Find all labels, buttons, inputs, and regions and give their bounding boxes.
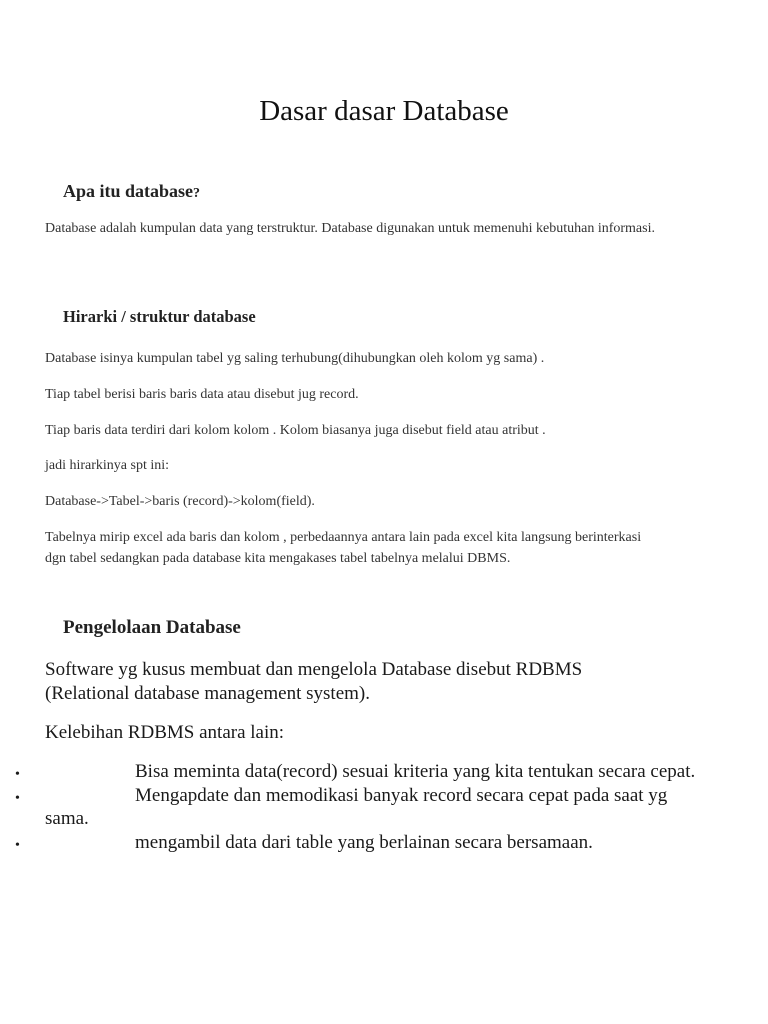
bullet-list: [0, 760, 700, 854]
list-item-text: Bisa meminta data(record) sesuai kriteria yang kita tentukan secara cepat.: [135, 761, 696, 782]
section-heading-text: Apa itu database: [63, 181, 194, 201]
paragraph-hirarki-2: Tiap tabel berisi baris baris data atau disebut jug record.: [45, 387, 359, 402]
paragraph-hirarki-6: Tabelnya mirip excel ada baris dan kolom , perbedaannya antara lain pada excel kita langsung berinterkasi dgn tabel sedangkan pada database kita mengakases tabel tabelnya melalui DBMS.: [45, 530, 642, 566]
section-heading-question-mark: ?: [193, 186, 201, 201]
bullet-icon: •: [15, 767, 20, 782]
list-item: [0, 760, 700, 784]
page-title: Dasar dasar Database: [259, 95, 509, 127]
paragraph-hirarki-5: Database->Tabel->baris (record)->kolom(field).: [45, 494, 315, 509]
paragraph-hirarki-4: jadi hirarkinya spt ini:: [45, 458, 170, 473]
list-item: [0, 831, 700, 855]
list-item: [0, 784, 700, 831]
list-item-text: mengambil data dari table yang berlainan secara bersamaan.: [135, 831, 593, 853]
paragraph-hirarki-1: Database isinya kumpulan tabel yg saling terhubung(dihubungkan oleh kolom yg sama) .: [45, 351, 545, 366]
paragraph-hirarki-3: Tiap baris data terdiri dari kolom kolom . Kolom biasanya juga disebut field atau atribut .: [45, 423, 546, 438]
bullet-icon: •: [15, 837, 20, 853]
paragraph-database-definition: Database adalah kumpulan data yang terstruktur. Database digunakan untuk memenuhi kebutuhan informasi.: [45, 221, 655, 236]
bullet-icon: •: [15, 790, 20, 806]
section-heading-pengelolaan: Pengelolaan Database: [63, 617, 241, 638]
list-item-text: Mengapdate dan memodikasi banyak record secara cepat pada saat yg sama.: [45, 784, 668, 829]
section-heading-apa-itu-database: [63, 179, 200, 206]
section-heading-hirarki: Hirarki / struktur database: [63, 307, 256, 326]
paragraph-pengelolaan-2: Kelebihan RDBMS antara lain:: [45, 722, 285, 743]
paragraph-pengelolaan-1: Software yg kusus membuat dan mengelola Database disebut RDBMS (Relational database management system).: [45, 659, 583, 704]
